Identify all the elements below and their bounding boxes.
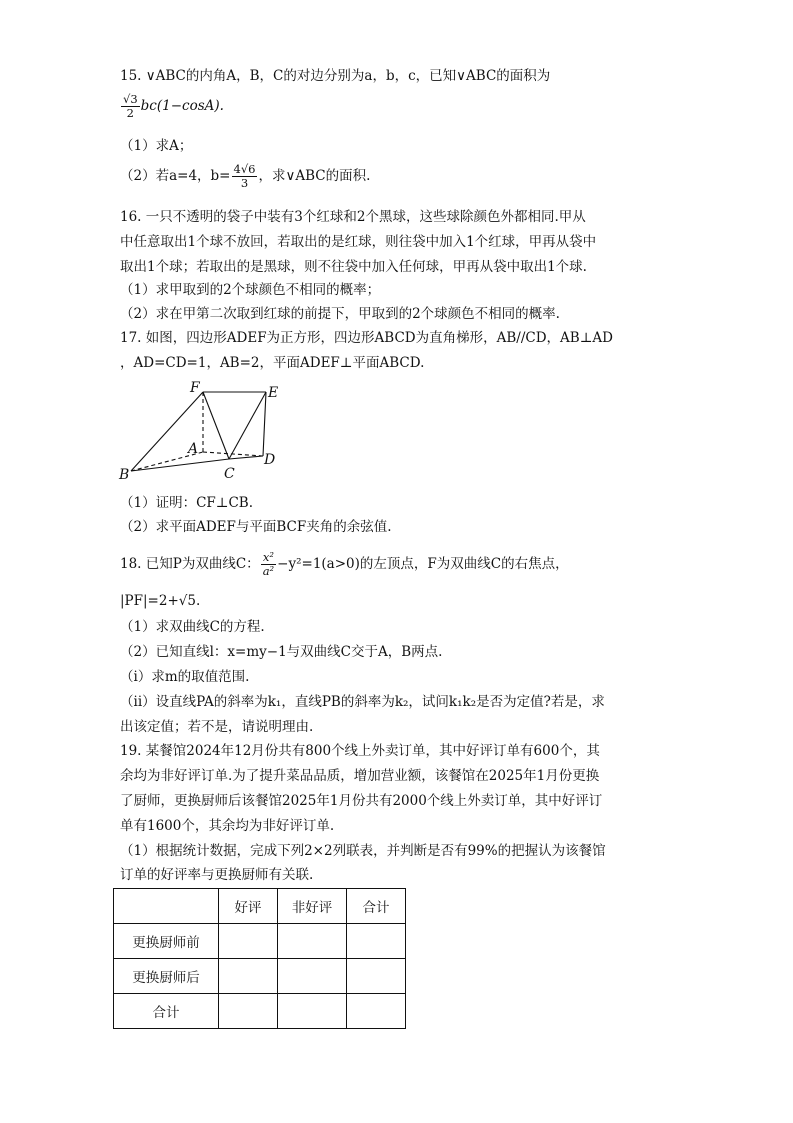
q15-line1: 15. ∨ABC的内角A，B，C的对边分别为a，b，c，已知∨ABC的面积为	[120, 68, 551, 84]
edge-CE	[229, 392, 266, 459]
q18-eq-numerator: x²	[261, 551, 276, 565]
table-row	[114, 959, 406, 994]
q19-line2: 余均为非好评订单.为了提升菜品品质，增加营业额，该餐馆在2025年1月份更换	[120, 768, 600, 784]
table-row-label: 更换厨师前	[114, 924, 219, 959]
q18-part1: （1）求双曲线C的方程.	[120, 619, 265, 635]
q18-line2: |PF|=2+√5.	[120, 593, 201, 609]
table-header-row	[114, 889, 406, 924]
table-header-cell: 好评	[219, 889, 278, 924]
q15-b-numerator: 4√6	[233, 162, 256, 176]
q15-area-fraction	[121, 93, 140, 120]
table-cell	[278, 994, 347, 1029]
table-header-cell: 非好评	[278, 889, 347, 924]
q16-part2: （2）求在甲第二次取到红球的前提下，甲取到的2个球颜色不相同的概率.	[120, 306, 560, 322]
edge-ED	[263, 392, 266, 456]
edge-CD	[229, 456, 263, 459]
q19-line4: 单有1600个，其余均为非好评订单.	[120, 818, 335, 834]
table-row-label: 更换厨师后	[114, 959, 219, 994]
q16-part1: （1）求甲取到的2个球颜色不相同的概率；	[120, 282, 381, 298]
q17-line1: 17. 如图，四边形ADEF为正方形，四边形ABCD为直角梯形，AB//CD，AB⊥AD	[120, 330, 613, 346]
q19-line3: 了厨师，更换厨师后该餐馆2025年1月份共有2000个线上外卖订单，其中好评订	[120, 793, 603, 809]
q19-part1-cont: 订单的好评率与更换厨师有关联.	[120, 867, 314, 883]
table-row	[114, 924, 406, 959]
table-cell	[219, 924, 278, 959]
q15-area-denominator: 2	[126, 106, 134, 120]
label-C: C	[224, 466, 235, 482]
label-A: A	[188, 441, 199, 457]
q18-line1	[120, 551, 569, 578]
q18-eq-denominator: a²	[262, 564, 275, 578]
q15-part2-suffix: ，求∨ABC的面积.	[258, 168, 371, 184]
table-header-cell: 合计	[347, 889, 406, 924]
q18-part2: （2）已知直线l：x=my−1与双曲线C交于A，B两点.	[120, 644, 443, 660]
table-cell	[347, 924, 406, 959]
q17-part2: （2）求平面ADEF与平面BCF夹角的余弦值.	[120, 519, 392, 535]
table-row-label: 合计	[114, 994, 219, 1029]
q17-geometry-figure	[118, 380, 288, 482]
q17-part1: （1）证明：CF⊥CB.	[120, 495, 254, 511]
q18-sub1: （i）求m的取值范围.	[120, 669, 250, 685]
q16-line1: 16. 一只不透明的袋子中装有3个红球和2个黑球，这些球除颜色外都相同.甲从	[120, 209, 586, 225]
table-header-cell	[114, 889, 219, 924]
label-B: B	[119, 467, 130, 482]
edge-FB	[131, 392, 203, 471]
edge-BC	[131, 459, 229, 471]
q15-area-rest: bc(1−cosA).	[140, 98, 224, 114]
edge-FC	[203, 392, 229, 459]
q15-part1: （1）求A；	[120, 138, 193, 154]
q18-sub2-cont: 出该定值；若不是，请说明理由.	[120, 719, 314, 735]
q18-line1-suffix: −y²=1(a>0)的左顶点，F为双曲线C的右焦点，	[277, 556, 569, 572]
q15-b-fraction	[232, 163, 258, 190]
table-row	[114, 994, 406, 1029]
q19-line1: 19. 某餐馆2024年12月份共有800个线上外卖订单，其中好评订单有600个，其	[120, 743, 600, 759]
q16-line2: 中任意取出1个球不放回，若取出的是红球，则往袋中加入1个红球，甲再从袋中	[120, 234, 597, 250]
q16-line3: 取出1个球；若取出的是黑球，则不往袋中加入任何球，甲再从袋中取出1个球.	[120, 259, 587, 275]
table-cell	[278, 924, 347, 959]
q15-b-denominator: 3	[240, 176, 249, 190]
q18-sub2: （ii）设直线PA的斜率为k₁，直线PB的斜率为k₂，试问k₁k₂是否为定值?若是，求	[120, 694, 605, 710]
label-F: F	[190, 380, 200, 396]
label-E: E	[268, 385, 279, 401]
table-cell	[278, 959, 347, 994]
q17-line2: ，AD=CD=1，AB=2，平面ADEF⊥平面ABCD.	[120, 355, 425, 371]
q18-line1-prefix: 18. 已知P为双曲线C：	[120, 556, 260, 572]
table-cell	[347, 994, 406, 1029]
q15-area-expression	[120, 93, 224, 120]
table-cell	[219, 994, 278, 1029]
contingency-table	[113, 888, 406, 1029]
q15-part2-prefix: （2）若a=4，b=	[120, 168, 231, 184]
label-D: D	[264, 452, 276, 468]
table-cell	[347, 959, 406, 994]
q19-part1: （1）根据统计数据，完成下列2×2列联表，并判断是否有99%的把握认为该餐馆	[120, 843, 606, 859]
q15-part2	[120, 163, 370, 190]
q18-eq-fraction	[261, 551, 276, 578]
q15-area-numerator: √3	[123, 92, 138, 106]
table-cell	[219, 959, 278, 994]
